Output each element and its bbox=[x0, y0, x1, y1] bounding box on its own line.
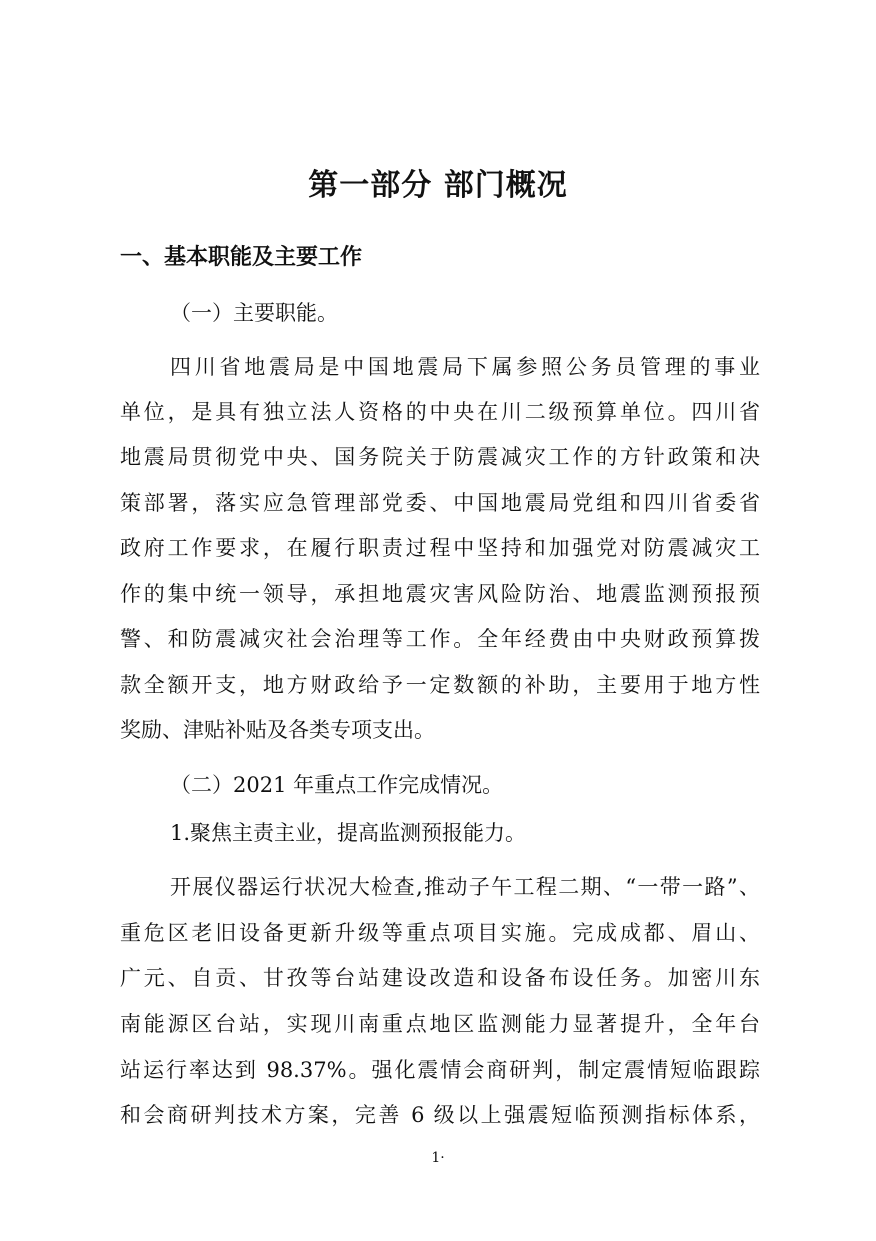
paragraph-line: 地震局贯彻党中央、国务院关于防震减灾工作的方针政策和决 bbox=[120, 445, 760, 469]
paragraph-line: 和会商研判技术方案，完善 6 级以上强震短临预测指标体系， bbox=[120, 1103, 760, 1127]
list-item-heading: 1.聚焦主责主业，提高监测预报能力。 bbox=[170, 821, 527, 845]
paragraph-line: 政府工作要求，在履行职责过程中坚持和加强党对防震减灾工 bbox=[120, 536, 760, 560]
paragraph-line: 策部署，落实应急管理部党委、中国地震局党组和四川省委省 bbox=[120, 491, 760, 515]
paragraph-line: 开展仪器运行状况大检查,推动子午工程二期、“一带一路”、 bbox=[170, 875, 760, 899]
subsection-heading: （二）2021 年重点工作完成情况。 bbox=[170, 773, 504, 797]
paragraph-line: 警、和防震减灾社会治理等工作。全年经费由中央财政预算拨 bbox=[120, 627, 760, 651]
paragraph-line: 重危区老旧设备更新升级等重点项目实施。完成成都、眉山、 bbox=[120, 921, 760, 945]
page-number: 1· bbox=[431, 1150, 445, 1166]
paragraph-line: 奖励、津贴补贴及各类专项支出。 bbox=[120, 718, 435, 742]
page-title: 第一部分 部门概况 bbox=[308, 168, 568, 203]
paragraph-line: 四川省地震局是中国地震局下属参照公务员管理的事业 bbox=[170, 355, 760, 379]
paragraph-line: 南能源区台站，实现川南重点地区监测能力显著提升，全年台 bbox=[120, 1012, 760, 1036]
subsection-heading: （一）主要职能。 bbox=[170, 301, 338, 325]
paragraph-line: 作的集中统一领导，承担地震灾害风险防治、地震监测预报预 bbox=[120, 582, 760, 606]
paragraph-line: 站运行率达到 98.37%。强化震情会商研判，制定震情短临跟踪 bbox=[120, 1058, 760, 1082]
paragraph-line: 单位，是具有独立法人资格的中央在川二级预算单位。四川省 bbox=[120, 400, 760, 424]
paragraph-line: 款全额开支，地方财政给予一定数额的补助，主要用于地方性 bbox=[120, 673, 760, 697]
paragraph-line: 广元、自贡、甘孜等台站建设改造和设备布设任务。加密川东 bbox=[120, 966, 760, 990]
section-heading: 一、基本职能及主要工作 bbox=[120, 245, 363, 270]
